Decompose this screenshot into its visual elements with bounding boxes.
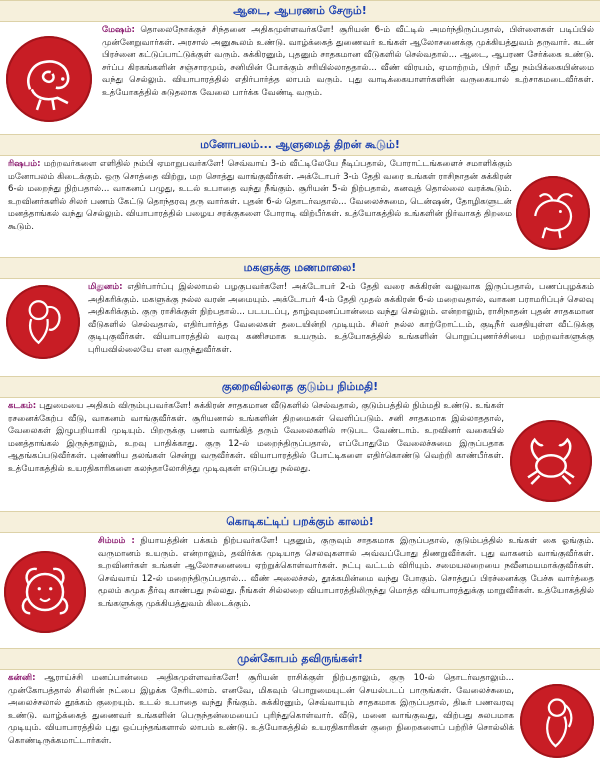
prediction-kadagam: புதுமையை அதிகம் விரும்புபவர்களே! சுக்கிரன் சாதகமான வீடுகளில் செல்வதால், குடும்பத்தில் நிம்மதி உண்டு. உங்கள் ரசனைக்கேற்ப வீடு, வாகனம் வாங்குவீர்கள். சூரியனால் உங்களின் திறமைகள் வெளிப்படும். சனி சாதகமாக இல்லாததால், வேலைகள் இழுபறியாகி முடியும். பிறருக்கு பணம் வாங்கித் தரும் வேலைகளில் ஈடுபட வேண்டாம். உறவினர் வகையில் மனத்தாங்கல் இருந்தாலும், உறவு பாதிக்காது. குரு 12-ல் மறைந்திருப்பதால், எப்போதுமே வேலைச்சுமை இருப்பதாக ஆதங்கப்படுவீர்கள். புண்ணிய தலங்கள் சென்று வருவீர்கள். வியாபாரத்தில் போட்டிகளை எதிர்கொண்டு வெற்றி காண்பீர்கள். உத்யோகத்தில் உயரதிகாரிகளை கலந்தாலோசித்து முடிவுகள் எடுப்பது நல்லது. xyxy=(8,401,505,474)
prediction-simmam: நியாயத்தின் பக்கம் நிற்பவர்களே! புதனும், குருவும் சாதகமாக இருப்பதால், குடும்பத்தில் உங்கள் கை ஓங்கும். வருமானம் உயரும். என்றாலும், தவிர்க்க முடியாத செலவுகளால் அவ்வப்போது திணறுவீர்கள். புது வாகனம் வாங்குவீர்கள். உறவினர்கள் உங்கள் ஆலோசனையை ஏற்றுக்கொள்வார்கள். நட்பு வட்டம் விரியும். சமையலறையை நவீனமயமாக்குவீர்கள். செவ்வாய் 12-ல் மறைந்திருப்பதால்... வீண் அலைச்சல், தூக்கமின்மை வந்து போகும். சொத்துப் பிரச்னைக்கு பேச்சு வார்த்தை மூலம் சுமுக தீர்வு காண்பது நல்லது. நீங்கள் சில்லறை வியாபாரத்திலிருந்து மொத்த வியாபாரத்துக்கு மாறுவீர்கள். உத்யோகத்தில் உங்களுக்கு முக்கியத்துவம் கிடைக்கும். xyxy=(98,536,595,609)
sign-mesham: மேஷம்: xyxy=(102,25,135,35)
sign-kanni: கன்னி: xyxy=(8,673,36,683)
prediction-mesham: தொலைநோக்குச் சிந்தனை அதிகமுள்ளவர்களே! சூரியன் 6-ம் வீட்டில் அமர்ந்திருப்பதால், பிள்ளைகள் படிப்பில் முன்னேறுவார்கள். அரசால் அனுகூலம் உண்டு. வாழ்க்கைத் துணைவர் உங்கள் ஆலோசனைக்கு முக்கியத்துவம் தருவார். கடன் பிரச்னை கட்டுப்பாட்டுக்குள் வரும். சுக்கிரனும், புதனும் சாதகமான வீடுகளில் செல்வதால்... ஆடை, ஆபரண சேர்க்கை உண்டு. சர்ப்ப கிரகங்களின் சஞ்சாரமும், சனியின் போக்கும் சரியில்லாததால்... வீண் விரயம், ஏமாற்றம், பிறர் மீது நம்பிக்கையின்மை வந்து செல்லும். வியாபாரத்தில் எதிர்பார்த்த லாபம் வரும். புது வாடிக்கையாளர்களின் வருகையால் உற்சாகமடைவீர்கள். உத்யோகத்தில் சுடுதலாக வேலை பார்க்க வேண்டி வரும். xyxy=(102,25,594,98)
sign-rishabam: ரிஷபம்: xyxy=(8,159,41,169)
banner-simmam: கொடிகட்டிப் பறக்கும் காலம்! xyxy=(0,511,600,533)
text-kadagam xyxy=(0,398,600,512)
banner-kadagam: குறைவில்லாத குடும்ப நிம்மதி! xyxy=(0,376,600,398)
banner-mithunam: மகளுக்கு மணமாலை! xyxy=(0,257,600,279)
section-mesham xyxy=(0,0,600,132)
text-simmam xyxy=(0,533,600,649)
banner-rishabam: மனோபலம்... ஆளுமைத் திறன் கூடும்! xyxy=(0,134,600,156)
banner-kanni: முன்கோபம் தவிருங்கள்! xyxy=(0,648,600,670)
text-mesham xyxy=(0,22,600,134)
section-rishabam xyxy=(0,134,600,256)
section-kadagam xyxy=(0,376,600,510)
text-mithunam xyxy=(0,279,600,377)
section-simmam xyxy=(0,511,600,647)
sign-simmam: சிம்மம் : xyxy=(98,536,135,546)
text-kanni xyxy=(0,670,600,764)
banner-mesham: ஆடை, ஆபரணம் சேரும்! xyxy=(0,0,600,22)
prediction-mithunam: எதிர்பார்ப்பு இல்லாமல் பழகுபவர்களே! அக்டோபர் 2-ம் தேதி வரை சுக்கிரன் வலுவாக இருப்பதால், பணப்புழக்கம் அதிகரிக்கும். மகளுக்கு நல்ல வரன் அமையும். அக்டோபர் 4-ம் தேதி முதல் சுக்கிரன் 6-ல் மறைவதால், வாகன பராமரிப்புச் செலவு அதிகரிக்கும். குரு ராசிக்குள் நிற்பதால்... படபடப்பு, தாழ்வுமனப்பான்மை வந்து செல்லும். என்றாலும், ராசிநாதன் புதன் சாதகமான வீடுகளில் செல்வதால், எதிர்பார்த்த வேலைகள் தடையின்றி முடியும். சிலர் நல்ல காற்றோட்டம், குடிநீர் வசதியுள்ள வீட்டுக்கு குடிபுகுவீர்கள். வியாபாரத்தில் வரவு கணிசமாக உயரும். உத்யோகத்தில் உங்களின் பொறுப்புணர்ச்சியை மற்றவர்களுக்கு புரியவில்லையே என வருந்துவீர்கள். xyxy=(88,282,594,355)
sign-mithunam: மிதுனம்: xyxy=(88,282,123,292)
prediction-kanni: ஆராய்ச்சி மனப்பான்மை அதிகமுள்ளவர்களே! சூரியன் ராசிக்குள் நிற்பதாலும், குரு 10-ல் தொடர்வதாலும்... முன்கோபத்தால் சிலரின் நட்பை இழக்க நேரிடலாம். எனவே, மிகவும் பொறுமையுடன் செயல்படப் பாருங்கள். வேலைச்சுமை, அலைச்சலால் தூக்கம் குறையும். உடல் உபாதை வந்து நீங்கும். சுக்கிரனும், செவ்வாயும் சாதகமாக இருப்பதால், திடீர் பணவரவு உண்டு. வாழ்க்கைத் துணைவர் உங்களின் பெருந்தன்மையைப் புரிந்துகொள்வார். வீடு, மனை வாங்குவது, விற்பது சுலபமாக முடியும். வியாபாரத்தில் புது ஒப்பந்தங்களால் லாபம் உண்டு. உத்யோகத்தில் உயரதிகாரிகள் குறை நிறைகளைப் பற்றிச் சொல்லிக் கொண்டிருக்கமாட்டார்கள். xyxy=(8,673,515,746)
sign-kadagam: கடகம்: xyxy=(8,401,37,411)
section-mithunam xyxy=(0,257,600,375)
prediction-rishabam: மற்றவர்களை எளிதில் நம்பி ஏமாறுபவர்களே! செவ்வாய் 3-ம் வீட்டிலேயே நீடிப்பதால், போராட்டங்களைச் சமாளிக்கும் மனோபலம் கிடைக்கும். ஒரு சொத்தை விற்று, மற சொத்து வாங்குவீர்கள். அக்டோபர் 3-ம் தேதி வரை உங்கள் ராசிநாதன் சுக்கிரன் 6-ல் மறைந்து நிற்பதால்... வாகனப் பழுது, உடல் உபாதை வந்து நீங்கும். சூரியன் 5-ல் நிற்பதால், கனவுத் தொல்லை வரக்கூடும். உறவினர்களில் சிலர் பணம் கேட்டு தொந்தரவு தரு வார்கள். புதன் 6-ல் தொடர்வதால்... வேலைச்சுமை, டென்ஷன், தோழிகளுடன் மனத்தாங்கல் வந்து செல்லும். வியாபாரத்தில் பழைய சரக்குகளை போராடி விற்பீர்கள். உத்யோகத்தில் உங்களின் நிர்வாகத் திறமை கூடும். xyxy=(8,159,513,232)
text-rishabam xyxy=(0,156,600,258)
section-kanni xyxy=(0,648,600,762)
